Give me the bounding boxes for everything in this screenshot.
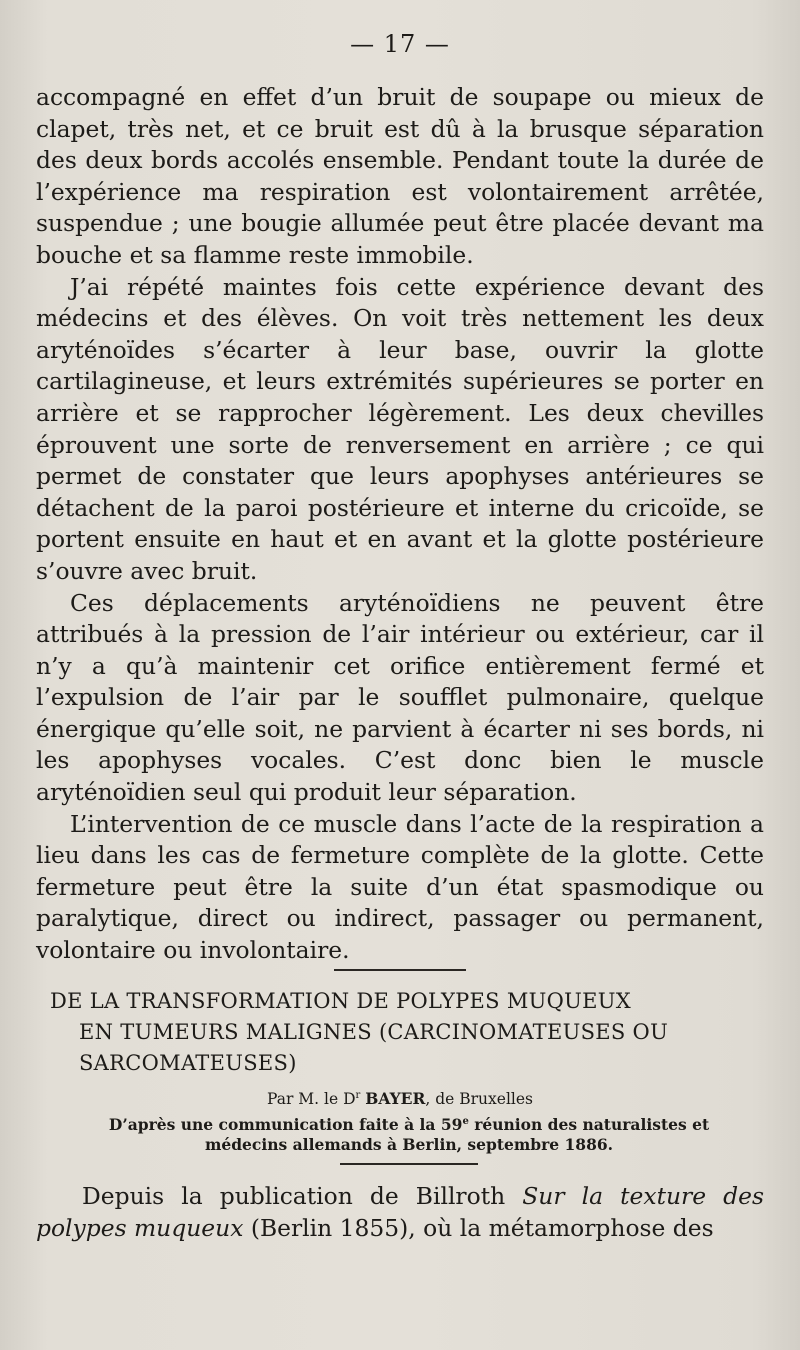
article-title — [50, 986, 762, 1079]
byline-prefix: Par M. le D — [267, 1090, 356, 1109]
page-number: — 17 — — [350, 30, 450, 58]
opening-text-b: (Berlin 1855), où la métamorphose des — [243, 1213, 714, 1242]
article-source-note — [84, 1112, 734, 1155]
body-text — [36, 82, 764, 967]
opening-text-a: Depuis la publication de Billroth — [82, 1182, 523, 1210]
author-name: BAYER — [365, 1089, 426, 1109]
note-line2: médecins allemands à Berlin, septembre 1886. — [204, 1135, 614, 1155]
byline-title-sup: r — [355, 1090, 361, 1101]
paragraph-3: Ces déplacements aryténoïdiens ne peuvent être attribués à la pression de l’air intérieur ou extérieur, car il n’y a qu’à maintenir cet orifice entièrement fermé et l’expulsion de l’air par le soufflet pulmonaire, quelque énergique qu’elle soit, ne parvient à écarter ni ses bords, ni les apophyses vocales. C’est donc bien le muscle aryténoïdien seul qui produit leur séparation. — [36, 588, 764, 807]
article-byline — [0, 1086, 800, 1109]
paragraph-2: J’ai répété maintes fois cette expérience devant des médecins et des élèves. On voit très nettement les deux aryténoïdes s’écarter à leur base, ouvrir la glotte cartilagineuse, et leurs extrémités supérieures se porter en arrière et se rapprocher légèrement. Les deux chevilles éprouvent une sorte de renversement en arrière ; ce qui permet de constater que leurs apophyses antérieures se détachent de la paroi postérieure et interne du cricoïde, se portent ensuite en haut et en avant et la glotte postérieure s’ouvre avec bruit. — [36, 272, 764, 585]
section-divider-bottom — [340, 1163, 478, 1165]
article-title-line-3: SARCOMATEUSES) — [79, 1051, 297, 1075]
article-opening — [36, 1181, 764, 1244]
note-line1-b: réunion des naturalistes et — [468, 1115, 710, 1135]
paragraph-1: accompagné en effet d’un bruit de soupape ou mieux de clapet, très net, et ce bruit est dû à la brusque séparation des deux bords accolés ensemble. Pendant toute la durée de l’expérience ma respiration est volontairement arrêtée, suspendue ; une bougie allumée peut être placée devant ma bouche et sa flamme reste immobile. — [36, 83, 764, 269]
article-title-line-2: EN TUMEURS MALIGNES (CARCINOMATEUSES OU — [79, 1020, 669, 1044]
article-title-line-1: DE LA TRANSFORMATION DE POLYPES MUQUEUX — [50, 989, 632, 1013]
note-ordinal-sup: e — [462, 1116, 469, 1127]
paragraph-4: L’intervention de ce muscle dans l’acte de la respiration a lieu dans les cas de fermeture complète de la glotte. Cette fermeture peut être la suite d’un état spasmodique ou paralytique, direct ou indirect, passager ou permanent, volontaire ou involontaire. — [36, 809, 764, 965]
section-divider-top — [334, 969, 466, 971]
note-line1-a: D’après une communication faite à la 59 — [108, 1115, 463, 1135]
article-opening-paragraph — [36, 1181, 764, 1244]
opening-italic-title: Sur la texture des polypes muqueux — [36, 1182, 764, 1242]
byline-suffix: , de Bruxelles — [425, 1090, 533, 1109]
